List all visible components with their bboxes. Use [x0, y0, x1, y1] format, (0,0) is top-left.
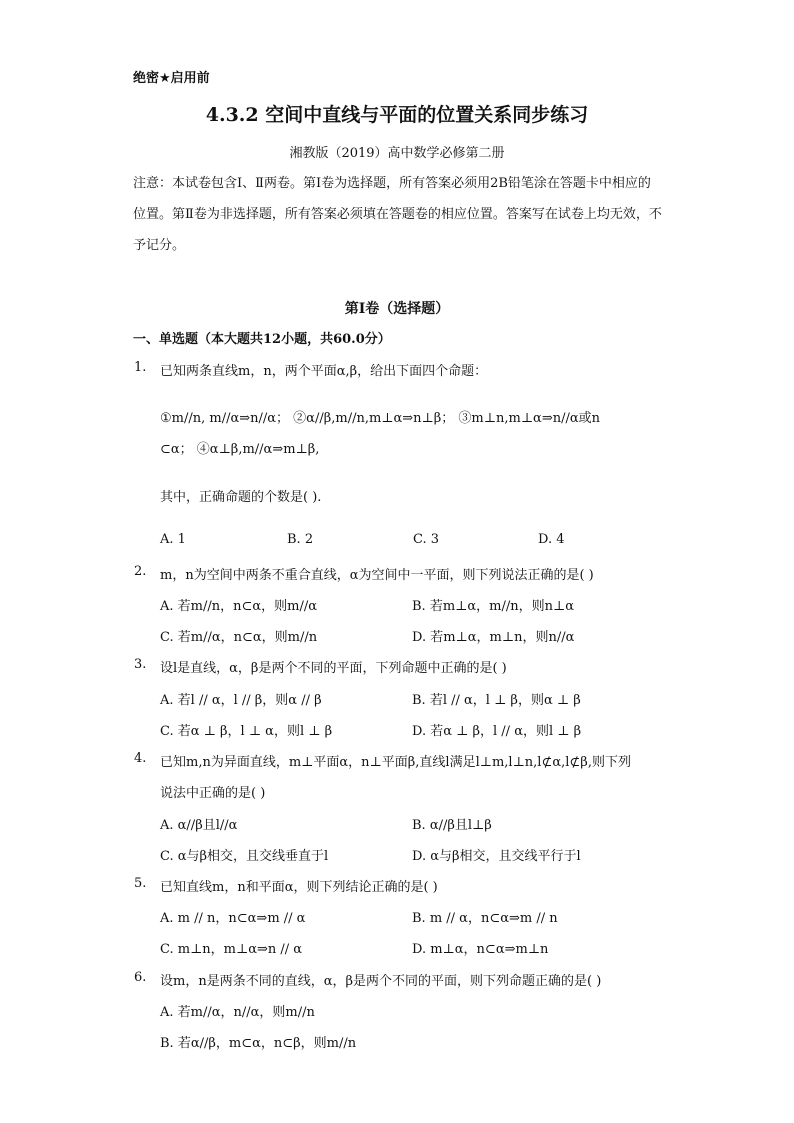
question-number: 3. [134, 657, 147, 672]
option-b: B. 若l // α，l ⊥ β，则α ⊥ β [412, 693, 581, 708]
question-number: 1. [134, 360, 147, 375]
question-stem: 设l是直线，α，β是两个不同的平面，下列命题中正确的是( ) [160, 661, 507, 676]
part-title: 第Ⅰ卷（选择题） [344, 301, 450, 317]
question-propositions-line1: ①m//n, m//α⇒n//α； ②α//β,m//n,m⊥α⇒n⊥β； ③m⊥n,m⊥α⇒n//α或n [160, 411, 600, 426]
option-c: C. m⊥n，m⊥α⇒n // α [160, 942, 303, 957]
page-title: 4.3.2 空间中直线与平面的位置关系同步练习 [205, 104, 589, 126]
question-stem: 已知m,n为异面直线，m⊥平面α，n⊥平面β,直线l满足l⊥m,l⊥n,l⊄α,l⊄β,则下列 [160, 755, 631, 770]
option-d: D. 若α ⊥ β，l // α，则l ⊥ β [412, 724, 582, 739]
question-number: 6. [134, 970, 147, 985]
option-c: C. 3 [413, 532, 440, 547]
option-a: A. 若m//α，n//α，则m//n [160, 1005, 315, 1020]
option-c: C. α与β相交，且交线垂直于l [160, 849, 329, 864]
question-stem: 已知直线m，n和平面α，则下列结论正确的是( ) [160, 880, 438, 895]
question-propositions-line2: ⊂α； ④α⊥β,m//α⇒m⊥β, [160, 442, 320, 457]
exam-instructions: 注意：本试卷包含Ⅰ、Ⅱ两卷。第Ⅰ卷为选择题，所有答案必须用2B铅笔涂在答题卡中相应的位置。第Ⅱ卷为非选择题，所有答案必须填在答题卷的相应位置。答案写在试卷上均无效，不予记分。 [133, 176, 662, 253]
option-d: D. m⊥α，n⊂α⇒m⊥n [412, 942, 549, 957]
question-ask: 其中，正确命题的个数是( ). [160, 490, 322, 505]
option-b: B. m // α，n⊂α⇒m // n [412, 911, 558, 926]
option-b: B. 2 [287, 532, 314, 547]
option-c: C. 若m//α，n⊂α，则m//n [160, 630, 318, 645]
question-number: 2. [134, 564, 147, 579]
section-title: 一、单选题（本大题共12小题，共60.0分） [133, 332, 391, 347]
option-a: A. α//β且l//α [160, 818, 238, 833]
confidential-label: 绝密★启用前 [133, 71, 210, 86]
question-stem: m，n为空间中两条不重合直线，α为空间中一平面，则下列说法正确的是( ) [160, 568, 594, 583]
option-a: A. 若l // α，l // β，则α // β [160, 693, 322, 708]
option-b: B. α//β且l⊥β [412, 818, 492, 833]
option-d: D. 4 [538, 532, 565, 547]
question-number: 5. [134, 876, 147, 891]
question-stem: 已知两条直线m，n，两个平面α,β，给出下面四个命题： [160, 364, 488, 379]
question-number: 4. [134, 751, 147, 766]
question-stem: 设m，n是两条不同的直线，α，β是两个不同的平面，则下列命题正确的是( ) [160, 974, 602, 989]
option-d: D. 若m⊥α，m⊥n，则n//α [412, 630, 575, 645]
option-b: B. 若α//β，m⊂α，n⊂β，则m//n [160, 1036, 357, 1051]
option-a: A. 1 [160, 532, 186, 547]
question-stem-continued: 说法中正确的是( ) [160, 786, 266, 801]
option-a: A. 若m//n，n⊂α，则m//α [160, 599, 318, 614]
option-c: C. 若α ⊥ β，l ⊥ α，则l ⊥ β [160, 724, 333, 739]
option-a: A. m // n，n⊂α⇒m // α [160, 911, 306, 926]
option-d: D. α与β相交，且交线平行于l [412, 849, 581, 864]
page-subtitle: 湘教版（2019）高中数学必修第二册 [289, 146, 505, 161]
option-b: B. 若m⊥α，m//n，则n⊥α [412, 599, 574, 614]
